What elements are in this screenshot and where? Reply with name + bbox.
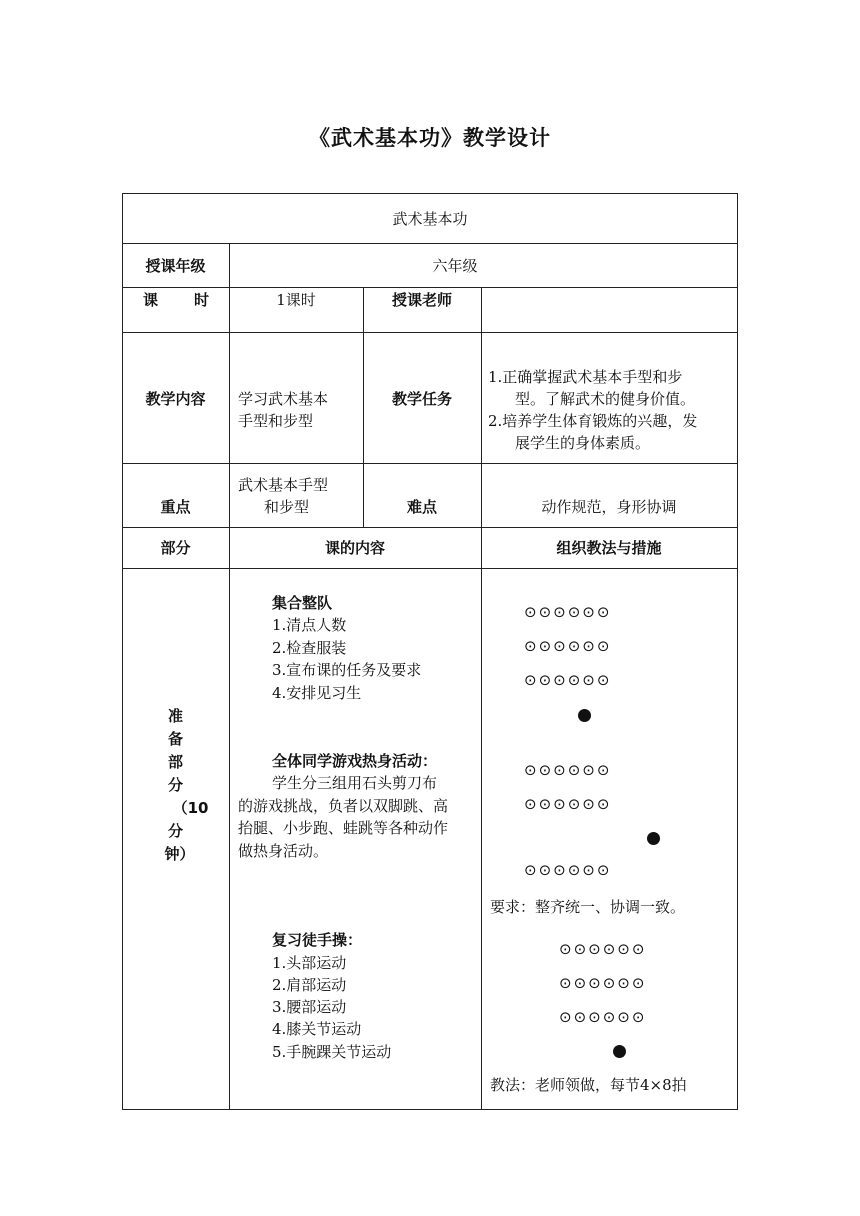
list-item: 2.检查服装: [272, 639, 347, 657]
header-content: 课的内容: [324, 539, 385, 557]
hours-label-char: 时: [194, 291, 210, 309]
table-rule: [481, 287, 482, 1110]
list-item: 1.清点人数: [272, 616, 347, 634]
table-rule: [122, 332, 738, 333]
difficulty-label: 难点: [406, 498, 437, 516]
table-rule: [122, 287, 738, 288]
formation-row: ⊙⊙⊙⊙⊙⊙: [524, 795, 612, 813]
page-title: 《武术基本功》教学设计: [309, 126, 551, 150]
grade-value: 六年级: [432, 257, 478, 275]
hours-label: [143, 289, 209, 311]
task-line: 2.培养学生体育锻炼的兴趣，发: [488, 412, 698, 430]
formation-row: ⊙⊙⊙⊙⊙⊙: [559, 940, 647, 958]
table-rule: [122, 193, 738, 194]
formation-row: ⊙⊙⊙⊙⊙⊙: [524, 861, 612, 879]
method-text: 教法：老师领做，每节4×8拍: [490, 1076, 687, 1094]
requirement-text: 要求：整齐统一、协调一致。: [490, 898, 686, 916]
key-value-line: 武术基本手型: [238, 476, 329, 494]
section-title: 集合整队: [272, 594, 333, 612]
table-rule: [122, 463, 738, 464]
key-label: 重点: [160, 498, 191, 516]
paragraph-line: 抬腿、小步跑、蛙跳等各种动作: [238, 819, 449, 837]
header-part: 部分: [160, 539, 191, 557]
formation-row: ⊙⊙⊙⊙⊙⊙: [559, 974, 647, 992]
grade-label: 授课年级: [145, 257, 206, 275]
prep-label-char: 分: [167, 776, 183, 794]
topic-cell: 武术基本功: [392, 210, 468, 228]
list-item: 3.宣布课的任务及要求: [272, 661, 422, 679]
prep-label-char: （10: [172, 799, 209, 817]
section-title: 全体同学游戏热身活动：: [272, 752, 438, 770]
content-value-line: 学习武术基本: [238, 390, 329, 408]
formation-row: ⊙⊙⊙⊙⊙⊙: [524, 603, 612, 621]
prep-label-char: 钟）: [164, 845, 195, 863]
list-item: 2.肩部运动: [272, 976, 347, 994]
content-label: 教学内容: [145, 390, 206, 408]
table-rule: [122, 527, 738, 528]
paragraph-line: 学生分三组用石头剪刀布: [272, 774, 438, 792]
teacher-label: 授课老师: [391, 291, 452, 309]
prep-label-char: 备: [167, 730, 183, 748]
formation-row: ⊙⊙⊙⊙⊙⊙: [524, 761, 612, 779]
section-title: 复习徒手操：: [272, 931, 363, 949]
teacher-marker: [613, 1045, 626, 1058]
formation-row: ⊙⊙⊙⊙⊙⊙: [559, 1008, 647, 1026]
prep-label-char: 准: [167, 707, 183, 725]
task-line: 展学生的身体素质。: [515, 434, 651, 452]
formation-row: ⊙⊙⊙⊙⊙⊙: [524, 671, 612, 689]
formation-row: ⊙⊙⊙⊙⊙⊙: [524, 637, 612, 655]
list-item: 1.头部运动: [272, 954, 347, 972]
teacher-marker: [647, 832, 660, 845]
paragraph-line: 做热身活动。: [238, 842, 329, 860]
teacher-marker: [578, 709, 591, 722]
prep-label-char: 部: [167, 753, 183, 771]
list-item: 3.腰部运动: [272, 998, 347, 1016]
task-label: 教学任务: [391, 390, 452, 408]
key-value-line: 和步型: [264, 498, 310, 516]
table-rule: [122, 568, 738, 569]
table-rule: [737, 193, 738, 1110]
list-item: 5.手腕踝关节运动: [272, 1043, 392, 1061]
hours-label-char: 课: [143, 291, 159, 309]
difficulty-value: 动作规范，身形协调: [541, 498, 677, 516]
content-value-line: 手型和步型: [238, 412, 314, 430]
paragraph-line: 的游戏挑战，负者以双脚跳、高: [238, 797, 449, 815]
header-method: 组织教法与措施: [556, 539, 662, 557]
task-line: 1.正确掌握武术基本手型和步: [488, 368, 683, 386]
task-line: 型。了解武术的健身价值。: [515, 390, 696, 408]
list-item: 4.膝关节运动: [272, 1020, 362, 1038]
table-rule: [122, 243, 738, 244]
list-item: 4.安排见习生: [272, 684, 362, 702]
prep-label-char: 分: [167, 822, 183, 840]
table-rule: [122, 193, 123, 1110]
table-rule: [229, 243, 230, 1110]
hours-value: 1课时: [276, 291, 316, 309]
table-rule: [122, 1109, 738, 1110]
